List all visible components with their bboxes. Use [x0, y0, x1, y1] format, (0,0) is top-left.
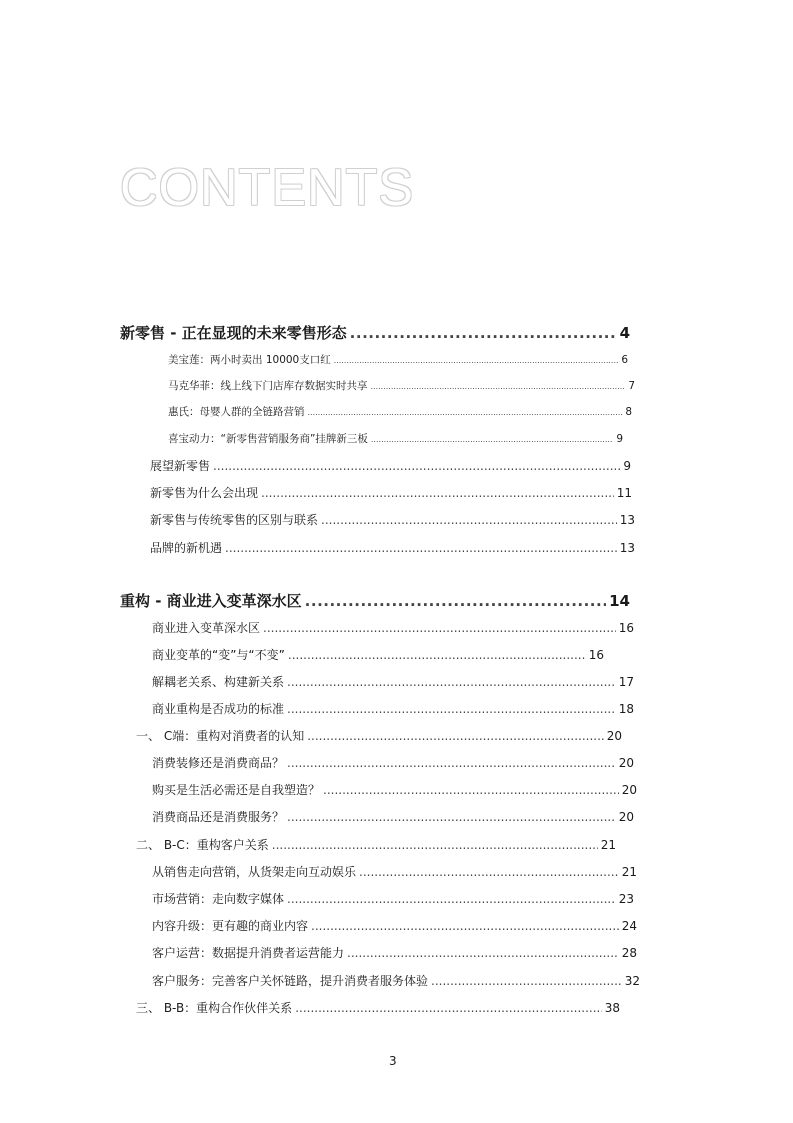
- toc-entry[interactable]: [168, 406, 632, 419]
- toc-page: 8: [625, 406, 632, 418]
- toc-entry[interactable]: [150, 486, 632, 500]
- toc-entry[interactable]: [168, 354, 628, 367]
- dot-leader: [308, 408, 623, 418]
- toc-page: 11: [616, 486, 632, 500]
- toc-entry[interactable]: [152, 946, 637, 960]
- toc-page: 16: [618, 621, 634, 635]
- dot-leader: [287, 810, 616, 824]
- dot-leader: [307, 729, 604, 743]
- toc-page: 6: [621, 354, 628, 366]
- toc-entry[interactable]: [152, 810, 634, 824]
- dot-leader: [321, 513, 617, 527]
- toc-label: 新零售与传统零售的区别与联系: [150, 513, 319, 527]
- toc-entry[interactable]: [168, 433, 623, 446]
- toc-label: 新零售为什么会出现: [150, 486, 259, 500]
- toc-page: 20: [606, 729, 622, 743]
- dot-leader: [263, 621, 616, 635]
- toc-entry[interactable]: [152, 648, 604, 662]
- toc-label: 购买是生活必需还是自我塑造？: [152, 783, 321, 797]
- toc-entry[interactable]: [136, 729, 622, 743]
- toc-label: 喜宝动力：“新零售营销服务商”挂牌新三板: [168, 433, 368, 445]
- toc-section-restructure[interactable]: [120, 592, 630, 610]
- toc-page: 13: [619, 541, 635, 555]
- toc-label: 消费装修还是消费商品？: [152, 756, 285, 770]
- toc-label: 品牌的新机遇: [150, 541, 223, 555]
- toc-page: 32: [624, 974, 640, 988]
- dot-leader: [272, 838, 598, 852]
- toc-page: 20: [618, 756, 634, 770]
- toc-label: 二、 B-C：重构客户关系: [136, 838, 269, 852]
- toc-page: 20: [621, 783, 637, 797]
- toc-label: 内容升级：更有趣的商业内容: [152, 919, 309, 933]
- toc-page: 7: [628, 380, 635, 392]
- toc-entry[interactable]: [168, 380, 635, 393]
- toc-entry[interactable]: [152, 892, 634, 906]
- dot-leader: [431, 974, 622, 988]
- toc-label: 惠氏：母婴人群的全链路营销: [168, 406, 305, 418]
- toc-label: 一、 C端：重构对消费者的认知: [136, 729, 305, 743]
- toc-label: 消费商品还是消费服务？: [152, 810, 285, 824]
- toc-page: 28: [621, 946, 637, 960]
- dot-leader: [261, 486, 614, 500]
- toc-page: 14: [609, 592, 630, 610]
- toc-page: 9: [623, 459, 631, 473]
- toc-page: 20: [618, 810, 634, 824]
- toc-entry[interactable]: [152, 756, 634, 770]
- toc-label: 展望新零售: [150, 459, 211, 473]
- toc-label: 重构 - 商业进入变革深水区: [120, 592, 302, 610]
- dot-leader: [359, 865, 619, 879]
- dot-leader: [295, 1001, 602, 1015]
- toc-label: 马克华菲：线上线下门店库存数据实时共享: [168, 380, 368, 392]
- toc-entry[interactable]: [152, 621, 634, 635]
- dot-leader: [287, 756, 616, 770]
- toc-entry[interactable]: [152, 702, 634, 716]
- dot-leader: [311, 919, 619, 933]
- dot-leader: [347, 946, 619, 960]
- toc-page: 38: [604, 1001, 620, 1015]
- toc-label: 三、 B-B：重构合作伙伴关系: [136, 1001, 293, 1015]
- toc-section-new-retail[interactable]: [120, 324, 630, 342]
- toc-page: 17: [618, 675, 634, 689]
- dot-leader: [213, 459, 620, 473]
- toc-page: 16: [588, 648, 604, 662]
- toc-page: 23: [618, 892, 634, 906]
- page-number: 3: [389, 1054, 397, 1068]
- dot-leader: [287, 892, 616, 906]
- toc-entry[interactable]: [152, 675, 634, 689]
- toc-page: 24: [621, 919, 637, 933]
- toc-label: 商业进入变革深水区: [152, 621, 261, 635]
- toc-label: 客户运营：数据提升消费者运营能力: [152, 946, 345, 960]
- dot-leader: [305, 592, 606, 610]
- dot-leader: [323, 783, 619, 797]
- toc-label: 解耦老关系、构建新关系: [152, 675, 285, 689]
- toc-entry[interactable]: [152, 974, 640, 988]
- toc-label: 市场营销：走向数字媒体: [152, 892, 285, 906]
- toc-label: 商业重构是否成功的标准: [152, 702, 285, 716]
- toc-page: 4: [619, 324, 630, 342]
- toc-entry[interactable]: [136, 1001, 620, 1015]
- dot-leader: [371, 382, 626, 392]
- dot-leader: [371, 435, 613, 445]
- dot-leader: [287, 675, 616, 689]
- toc-page: 21: [621, 865, 637, 879]
- toc-label: 客户服务：完善客户关怀链路，提升消费者服务体验: [152, 974, 429, 988]
- toc-page: 9: [616, 433, 623, 445]
- toc-page: 13: [619, 513, 635, 527]
- toc-entry[interactable]: [150, 541, 635, 555]
- dot-leader: [225, 541, 617, 555]
- toc-entry[interactable]: [150, 459, 631, 473]
- dot-leader: [350, 324, 617, 342]
- toc-entry[interactable]: [152, 865, 637, 879]
- dot-leader: [288, 648, 586, 662]
- toc-entry[interactable]: [152, 919, 637, 933]
- toc-page: 18: [618, 702, 634, 716]
- toc-entry[interactable]: [150, 513, 635, 527]
- toc-label: 商业变革的“变”与“不变”: [152, 648, 285, 662]
- toc-label: 从销售走向营销，从货架走向互动娱乐: [152, 865, 357, 879]
- contents-heading: CONTENTS: [120, 159, 414, 217]
- toc-entry[interactable]: [152, 783, 637, 797]
- toc-page: 21: [600, 838, 616, 852]
- dot-leader: [334, 356, 619, 366]
- toc-entry[interactable]: [136, 838, 616, 852]
- dot-leader: [287, 702, 616, 716]
- toc-label: 美宝莲：两小时卖出 10000支口红: [168, 354, 331, 366]
- toc-label: 新零售 - 正在显现的未来零售形态: [120, 324, 347, 342]
